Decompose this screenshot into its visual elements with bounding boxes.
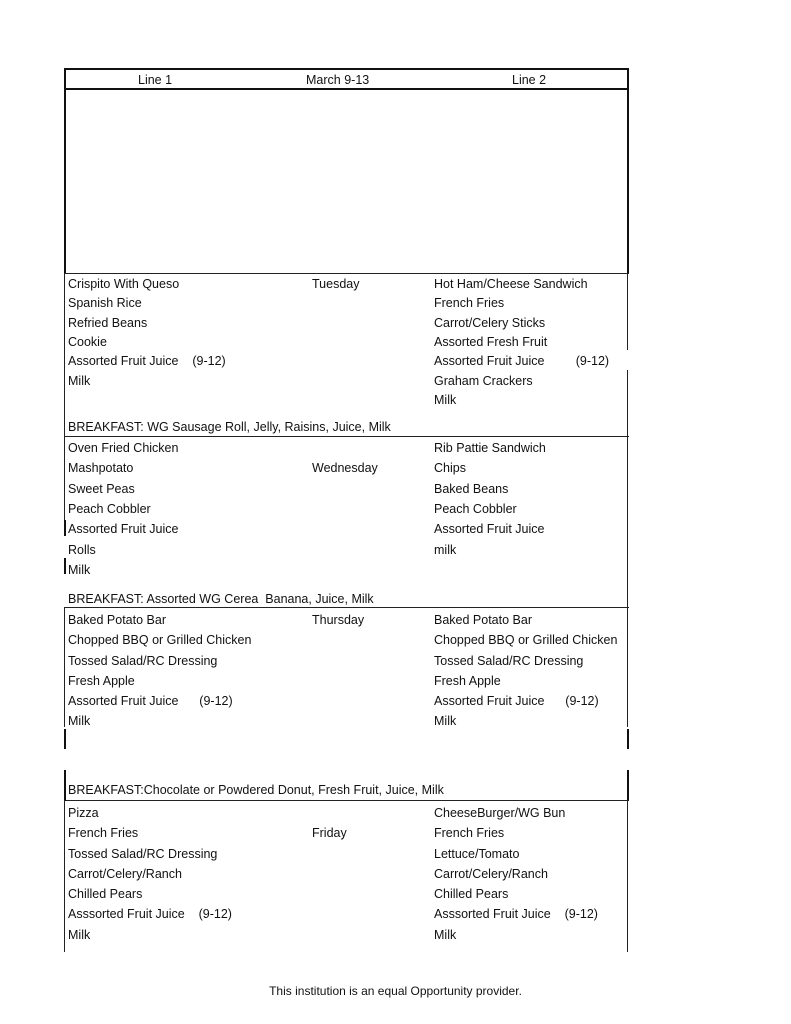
tuesday-breakfast: BREAKFAST: WG Sausage Roll, Jelly, Raisins, Juice, Milk: [68, 420, 391, 434]
row-divider-tuesday: [64, 273, 629, 274]
wednesday-line1-item: Mashpotato: [68, 461, 134, 475]
equal-opportunity-statement: This institution is an equal Opportunity provider.: [269, 984, 522, 998]
tuesday-line2-item: Carrot/Celery Sticks: [434, 316, 546, 330]
thursday-line2-item: Fresh Apple: [434, 674, 501, 688]
wednesday-line1-item: Milk: [68, 563, 91, 577]
thursday-line1-item: Assorted Fruit Juice (9-12): [68, 694, 233, 708]
border-right-seg1: [627, 273, 628, 350]
row-divider-friday: [64, 800, 629, 801]
tuesday-line1-item: Milk: [68, 374, 91, 388]
friday-line1-item: Chilled Pears: [68, 887, 143, 901]
thursday-day-label: Thursday: [312, 613, 365, 627]
wednesday-line2-item: milk: [434, 543, 457, 557]
thursday-breakfast: BREAKFAST:Chocolate or Powdered Donut, Fresh Fruit, Juice, Milk: [68, 783, 444, 797]
wednesday-breakfast: BREAKFAST: Assorted WG Cerea Banana, Juice, Milk: [68, 592, 374, 606]
wednesday-line1-item: Assorted Fruit Juice: [68, 522, 179, 536]
thursday-line1-item: Chopped BBQ or Grilled Chicken: [68, 633, 252, 647]
friday-line2-item: Chilled Pears: [434, 887, 509, 901]
wednesday-line2-item: Rib Pattie Sandwich: [434, 441, 546, 455]
friday-line1-item: French Fries: [68, 826, 139, 840]
tuesday-line2-item: Assorted Fruit Juice (9-12): [434, 354, 610, 368]
wednesday-line2-item: Baked Beans: [434, 482, 509, 496]
thursday-line1-item: Milk: [68, 714, 91, 728]
row-divider-thursday: [64, 607, 629, 608]
table-border-right-top: [627, 68, 629, 273]
thursday-line1-item: Tossed Salad/RC Dressing: [68, 654, 218, 668]
border-left-seg1: [64, 273, 65, 436]
thursday-line2-item: Assorted Fruit Juice (9-12): [434, 694, 599, 708]
header-line2: Line 2: [512, 73, 547, 87]
thursday-line2-item: Baked Potato Bar: [434, 613, 532, 627]
thursday-line1-item: Fresh Apple: [68, 674, 135, 688]
border-right-seg2: [627, 370, 628, 436]
table-border-top: [64, 68, 629, 70]
tuesday-line1-item: Crispito With Queso: [68, 277, 180, 291]
thursday-line2-item: Chopped BBQ or Grilled Chicken: [434, 633, 618, 647]
header-divider: [64, 88, 629, 90]
tuesday-line1-item: Cookie: [68, 335, 107, 349]
friday-line1-item: Asssorted Fruit Juice (9-12): [68, 907, 232, 921]
friday-line2-item: French Fries: [434, 826, 505, 840]
border-right-seg5: [627, 729, 629, 749]
wednesday-line2-item: Chips: [434, 461, 466, 475]
friday-line1-item: Milk: [68, 928, 91, 942]
border-right-seg3: [627, 436, 628, 607]
tuesday-line2-item: French Fries: [434, 296, 505, 310]
border-left-seg4: [64, 558, 66, 574]
tuesday-day-label: Tuesday: [312, 277, 360, 291]
border-left-seg5: [64, 607, 65, 727]
border-right-seg6: [627, 770, 629, 801]
thursday-line1-item: Baked Potato Bar: [68, 613, 166, 627]
friday-line1-item: Carrot/Celery/Ranch: [68, 867, 182, 881]
tuesday-line2-item: Assorted Fresh Fruit: [434, 335, 548, 349]
tuesday-line1-item: Refried Beans: [68, 316, 148, 330]
tuesday-line2-item: Hot Ham/Cheese Sandwich: [434, 277, 588, 291]
table-border-left-top: [64, 68, 66, 273]
wednesday-day-label: Wednesday: [312, 461, 378, 475]
border-right-seg4: [627, 607, 628, 727]
border-left-seg7: [64, 770, 66, 801]
friday-line2-item: Milk: [434, 928, 457, 942]
friday-line2-item: Carrot/Celery/Ranch: [434, 867, 548, 881]
border-left-seg8: [64, 800, 65, 952]
friday-line2-item: Lettuce/Tomato: [434, 847, 520, 861]
tuesday-line2-item: Milk: [434, 393, 457, 407]
header-date-range: March 9-13: [306, 73, 370, 87]
wednesday-line1-item: Sweet Peas: [68, 482, 135, 496]
tuesday-line1-item: Assorted Fruit Juice (9-12): [68, 354, 226, 368]
friday-line2-item: CheeseBurger/WG Bun: [434, 806, 566, 820]
border-left-seg6: [64, 729, 66, 749]
row-divider-wednesday: [64, 436, 629, 437]
thursday-line2-item: Tossed Salad/RC Dressing: [434, 654, 584, 668]
wednesday-line2-item: Peach Cobbler: [434, 502, 517, 516]
wednesday-line1-item: Rolls: [68, 543, 96, 557]
friday-line1-item: Pizza: [68, 806, 99, 820]
tuesday-line2-item: Graham Crackers: [434, 374, 533, 388]
friday-day-label: Friday: [312, 826, 347, 840]
wednesday-line1-item: Oven Fried Chicken: [68, 441, 179, 455]
border-left-seg3: [64, 520, 66, 536]
friday-line2-item: Asssorted Fruit Juice (9-12): [434, 907, 598, 921]
wednesday-line1-item: Peach Cobbler: [68, 502, 151, 516]
header-line1: Line 1: [138, 73, 173, 87]
thursday-line2-item: Milk: [434, 714, 457, 728]
border-right-seg7: [627, 800, 628, 952]
friday-line1-item: Tossed Salad/RC Dressing: [68, 847, 218, 861]
wednesday-line2-item: Assorted Fruit Juice: [434, 522, 545, 536]
tuesday-line1-item: Spanish Rice: [68, 296, 142, 310]
